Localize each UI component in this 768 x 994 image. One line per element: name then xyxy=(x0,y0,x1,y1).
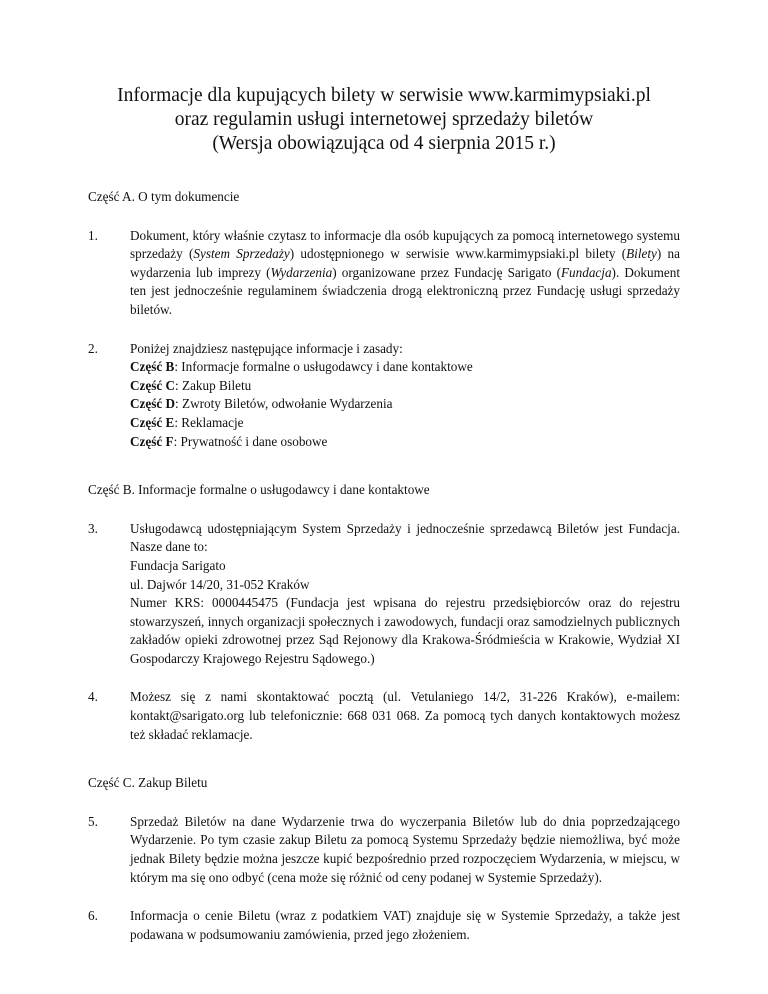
term-fundacja: Fundacja xyxy=(561,264,612,280)
paragraph-text xyxy=(130,520,680,669)
section-b-heading: Część B. Informacje formalne o usługodawcy i dane kontaktowe xyxy=(88,482,430,498)
provider-krs: Numer KRS: 0000445475 (Fundacja jest wpisana do rejestru przedsiębiorców oraz do rejestru stowarzyszeń, innych organizacji społecznych i zawodowych, fundacji oraz samodzielnych publicznych zakładów opieki zdrowotnej przez Sąd Rejonowy dla Krakowa-Śródmieścia w Krakowie, Wydział XI Gospodarczy Krajowego Rejestru Sądowego.) xyxy=(130,595,680,666)
section-c-heading: Część C. Zakup Biletu xyxy=(88,775,208,791)
text-run: ) udostępnionego w serwisie www.karmimypsiaki.pl bilety ( xyxy=(289,246,627,262)
paragraph-text: Możesz się z nami skontaktować pocztą (ul. Vetulaniego 14/2, 31-226 Kraków), e-mailem: kontakt@sarigato.org lub telefonicznie: 668 031 068. Za pomocą tych danych kontaktowych możesz też składać reklamacje. xyxy=(130,689,680,742)
toc-item-e xyxy=(130,414,680,433)
title-line-2: oraz regulamin usługi internetowej sprzedaży biletów xyxy=(174,109,594,130)
provider-intro: Usługodawcą udostępniającym System Sprzedaży i jednocześnie sprzedawcą Biletów jest Fundacja. Nasze dane to: xyxy=(130,520,680,555)
toc-item-label: Część B xyxy=(130,359,175,375)
paragraph-2 xyxy=(88,340,680,452)
section-spacer xyxy=(88,471,680,481)
term-system-sprzedazy: System Sprzedaży xyxy=(193,246,290,262)
paragraph-number: 2. xyxy=(88,340,98,356)
document-title xyxy=(88,84,680,156)
section-spacer xyxy=(88,764,680,774)
toc-item-label: Część C xyxy=(130,377,176,393)
text-run: ) organizowane przez Fundację Sarigato ( xyxy=(332,264,561,280)
toc-item-c xyxy=(130,377,680,396)
toc-item-b xyxy=(130,358,680,377)
paragraph-5 xyxy=(88,813,680,887)
paragraph-number: 6. xyxy=(88,908,98,924)
title-line-1: Informacje dla kupujących bilety w serwisie www.karmimypsiaki.pl xyxy=(117,85,651,106)
toc-item-label: Część D xyxy=(130,396,176,412)
paragraph-text: Informacja o cenie Biletu (wraz z podatkiem VAT) znajduje się w Systemie Sprzedaży, a także jest podawana w podsumowaniu zamówienia, przed jego złożeniem. xyxy=(130,908,680,942)
paragraph-number: 5. xyxy=(88,813,98,829)
toc-item-text: : Reklamacje xyxy=(174,414,244,430)
paragraph-4 xyxy=(88,688,680,744)
text-run: ). Dokument ten jest jednocześnie regulaminem świadczenia drogą elektroniczną przez Fundację usługi sprzedaży biletów. xyxy=(130,264,680,317)
paragraph-text xyxy=(130,227,680,320)
section-a-heading: Część A. O tym dokumencie xyxy=(88,189,240,204)
toc-intro: Poniżej znajdziesz następujące informacje i zasady: xyxy=(130,340,403,356)
section-b xyxy=(88,481,680,744)
paragraph-3 xyxy=(88,520,680,669)
toc-item-f xyxy=(130,433,680,452)
toc-item-text: : Informacje formalne o usługodawcy i dane kontaktowe xyxy=(174,359,473,375)
document-body xyxy=(88,188,680,964)
section-c xyxy=(88,774,680,944)
term-wydarzenia: Wydarzenia xyxy=(270,264,333,280)
toc-item-text: : Zakup Biletu xyxy=(175,377,252,393)
paragraph-1 xyxy=(88,227,680,320)
paragraph-number: 3. xyxy=(88,520,98,536)
paragraph-text xyxy=(130,340,680,452)
paragraph-text: Sprzedaż Biletów na dane Wydarzenie trwa do wyczerpania Biletów lub do dnia poprzedzającego Wydarzenie. Po tym czasie zakup Biletu za pomocą Systemu Sprzedaży będzie niemożliwa, być może jednak Bilety będzie można jeszcze kupić bezpośrednio przed rozpoczęciem Wydarzenia, w miejscu, w którym ma się ono odbyć (cena może się różnić od ceny podanej w Systemie Sprzedaży). xyxy=(130,813,680,885)
text-run: ) na wydarzenia lub imprezy ( xyxy=(130,246,680,280)
paragraph-6 xyxy=(88,907,680,944)
paragraph-number: 4. xyxy=(88,689,98,705)
text-run: Dokument, który właśnie czytasz to informacje dla osób kupujących za pomocą internetowego systemu sprzedaży ( xyxy=(130,227,680,262)
section-a xyxy=(88,188,680,451)
toc-item-label: Część F xyxy=(130,433,174,449)
toc-item-label: Część E xyxy=(130,414,175,430)
toc-item-text: : Zwroty Biletów, odwołanie Wydarzenia xyxy=(175,396,393,412)
provider-address: ul. Dajwór 14/20, 31-052 Kraków xyxy=(130,576,310,592)
paragraph-number: 1. xyxy=(88,227,98,243)
toc-item-text: : Prywatność i dane osobowe xyxy=(173,433,328,449)
title-line-3: (Wersja obowiązująca od 4 sierpnia 2015 r.) xyxy=(212,133,556,154)
term-bilety: Bilety xyxy=(626,246,657,262)
toc-item-d xyxy=(130,395,680,414)
provider-name: Fundacja Sarigato xyxy=(130,557,226,573)
